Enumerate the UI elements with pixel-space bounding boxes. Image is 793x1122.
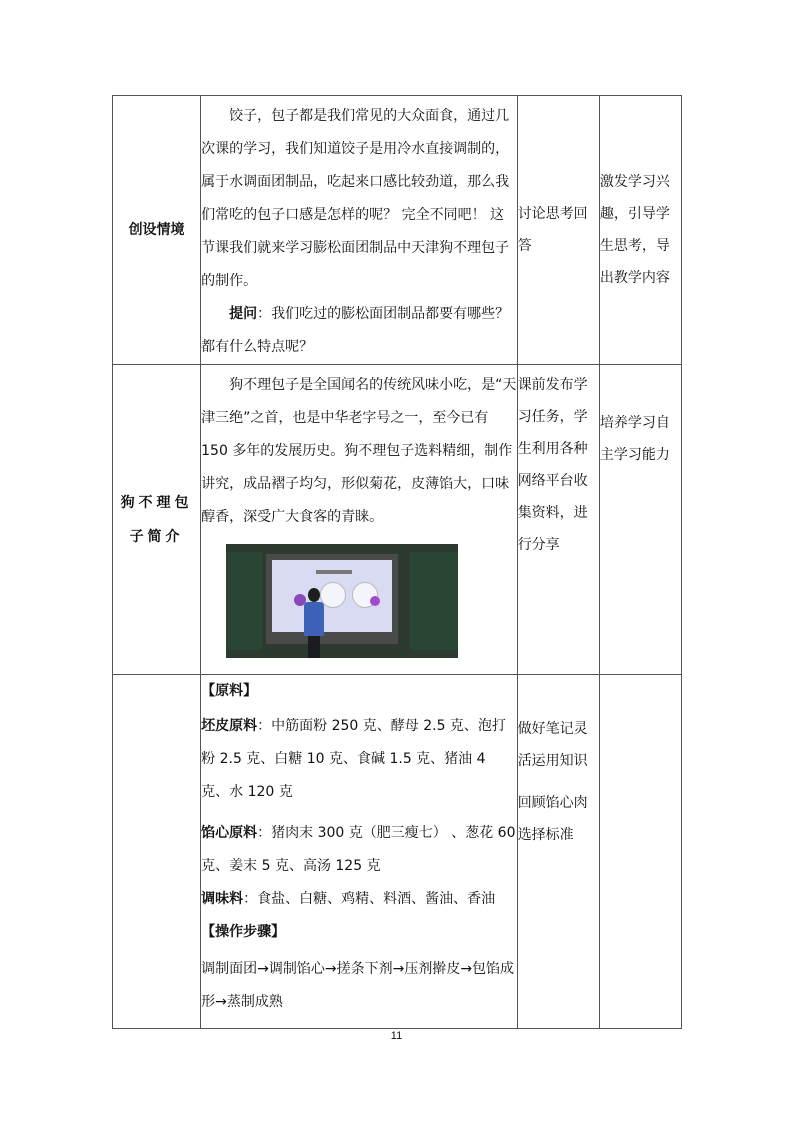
page-number: 11 (390, 1030, 403, 1042)
activity-text: 课前发布学习任务，学生利用各种网络平台收集资料，进行分享 (517, 377, 588, 553)
content-cell (201, 365, 518, 675)
row-label (113, 675, 201, 1029)
steps-heading: 【操作步骤】 (201, 924, 286, 940)
screen-slide (272, 560, 392, 632)
steps-text: 调制面团→调制馅心→搓条下剂→压剂擀皮→包馅成形→蒸制成熟 (201, 961, 515, 1010)
seasoning-label: 调味料 (201, 891, 244, 907)
student-torso (304, 602, 324, 636)
lesson-plan-table (112, 95, 682, 1029)
question-label: 提问 (229, 306, 258, 322)
intent-cell (599, 365, 681, 675)
content-cell (201, 675, 518, 1029)
filling-text: ：猪肉末 300 克（肥三瘦七） 、葱花 60 克、姜末 5 克、高汤 125 克 (201, 825, 516, 874)
content-cell (201, 96, 518, 365)
intent-cell (599, 96, 681, 365)
blackboard-right (410, 552, 458, 650)
row-label-line: 子简介 (129, 528, 184, 545)
blackboard-left (226, 552, 262, 650)
question-text (201, 298, 517, 364)
row-label (113, 96, 201, 365)
activity-cell (517, 365, 599, 675)
activity-text: 讨论思考回答 (517, 206, 588, 254)
activity-cell (517, 96, 599, 365)
scenario-text: 饺子，包子都是我们常见的大众面食，通过几次课的学习，我们知道饺子是用冷水直接调制的，属于水调面团制品，吃起来口感比较劲道，那么我们常吃的包子口感是怎样的呢？ 完全不同吧！ 这节课我们就来学习膨松面团制品中天津狗不理包子的制作。 (201, 108, 510, 289)
materials-heading: 【原料】 (201, 683, 258, 699)
activity-cell (517, 675, 599, 1029)
row-label-line: 狗不理包 (120, 494, 193, 511)
student-figure (304, 588, 324, 658)
dough-text: ：中筋面粉 250 克、酵母 2.5 克、泡打粉 2.5 克、白糖 10 克、食碱 1.5 克、猪油 4 克、水 120 克 (201, 718, 506, 800)
activity-text: 做好笔记灵活运用知识 (517, 721, 588, 769)
presentation-screen (266, 554, 398, 644)
intro-text: 狗不理包子是全国闻名的传统风味小吃，是“天津三绝”之首，也是中华老字号之一，至今已有 150 多年的发展历史。狗不理包子选料精细，制作讲究，成品褶子均匀，形似菊花，皮薄馅大，口味醇香，深受广大食客的青睐。 (201, 377, 517, 525)
table-row (113, 96, 682, 365)
table-row (113, 365, 682, 675)
row-label (113, 365, 201, 675)
filling-label: 馅心原料 (201, 825, 258, 841)
table-row (113, 675, 682, 1029)
intent-text: 激发学习兴趣，引导学生思考，导出教学内容 (599, 174, 670, 286)
seasoning-materials (201, 883, 517, 916)
student-head (308, 588, 320, 602)
student-legs (308, 636, 320, 658)
classroom-photo (226, 544, 458, 658)
intent-cell (599, 675, 681, 1029)
intent-text: 培养学习自主学习能力 (599, 415, 670, 463)
dough-label: 坯皮原料 (201, 718, 258, 734)
slide-dot (370, 596, 380, 606)
question-body: ：我们吃过的膨松面团制品都要有哪些？ 都有什么特点呢？ (201, 306, 510, 355)
filling-materials (201, 817, 517, 883)
activity-text: 回顾馅心肉选择标准 (517, 795, 588, 843)
row-label-text: 创设情境 (128, 222, 185, 238)
seasoning-text: ：食盐、白糖、鸡精、料酒、酱油、香油 (243, 891, 496, 907)
slide-title-bar (316, 570, 352, 574)
dough-materials (201, 710, 517, 809)
